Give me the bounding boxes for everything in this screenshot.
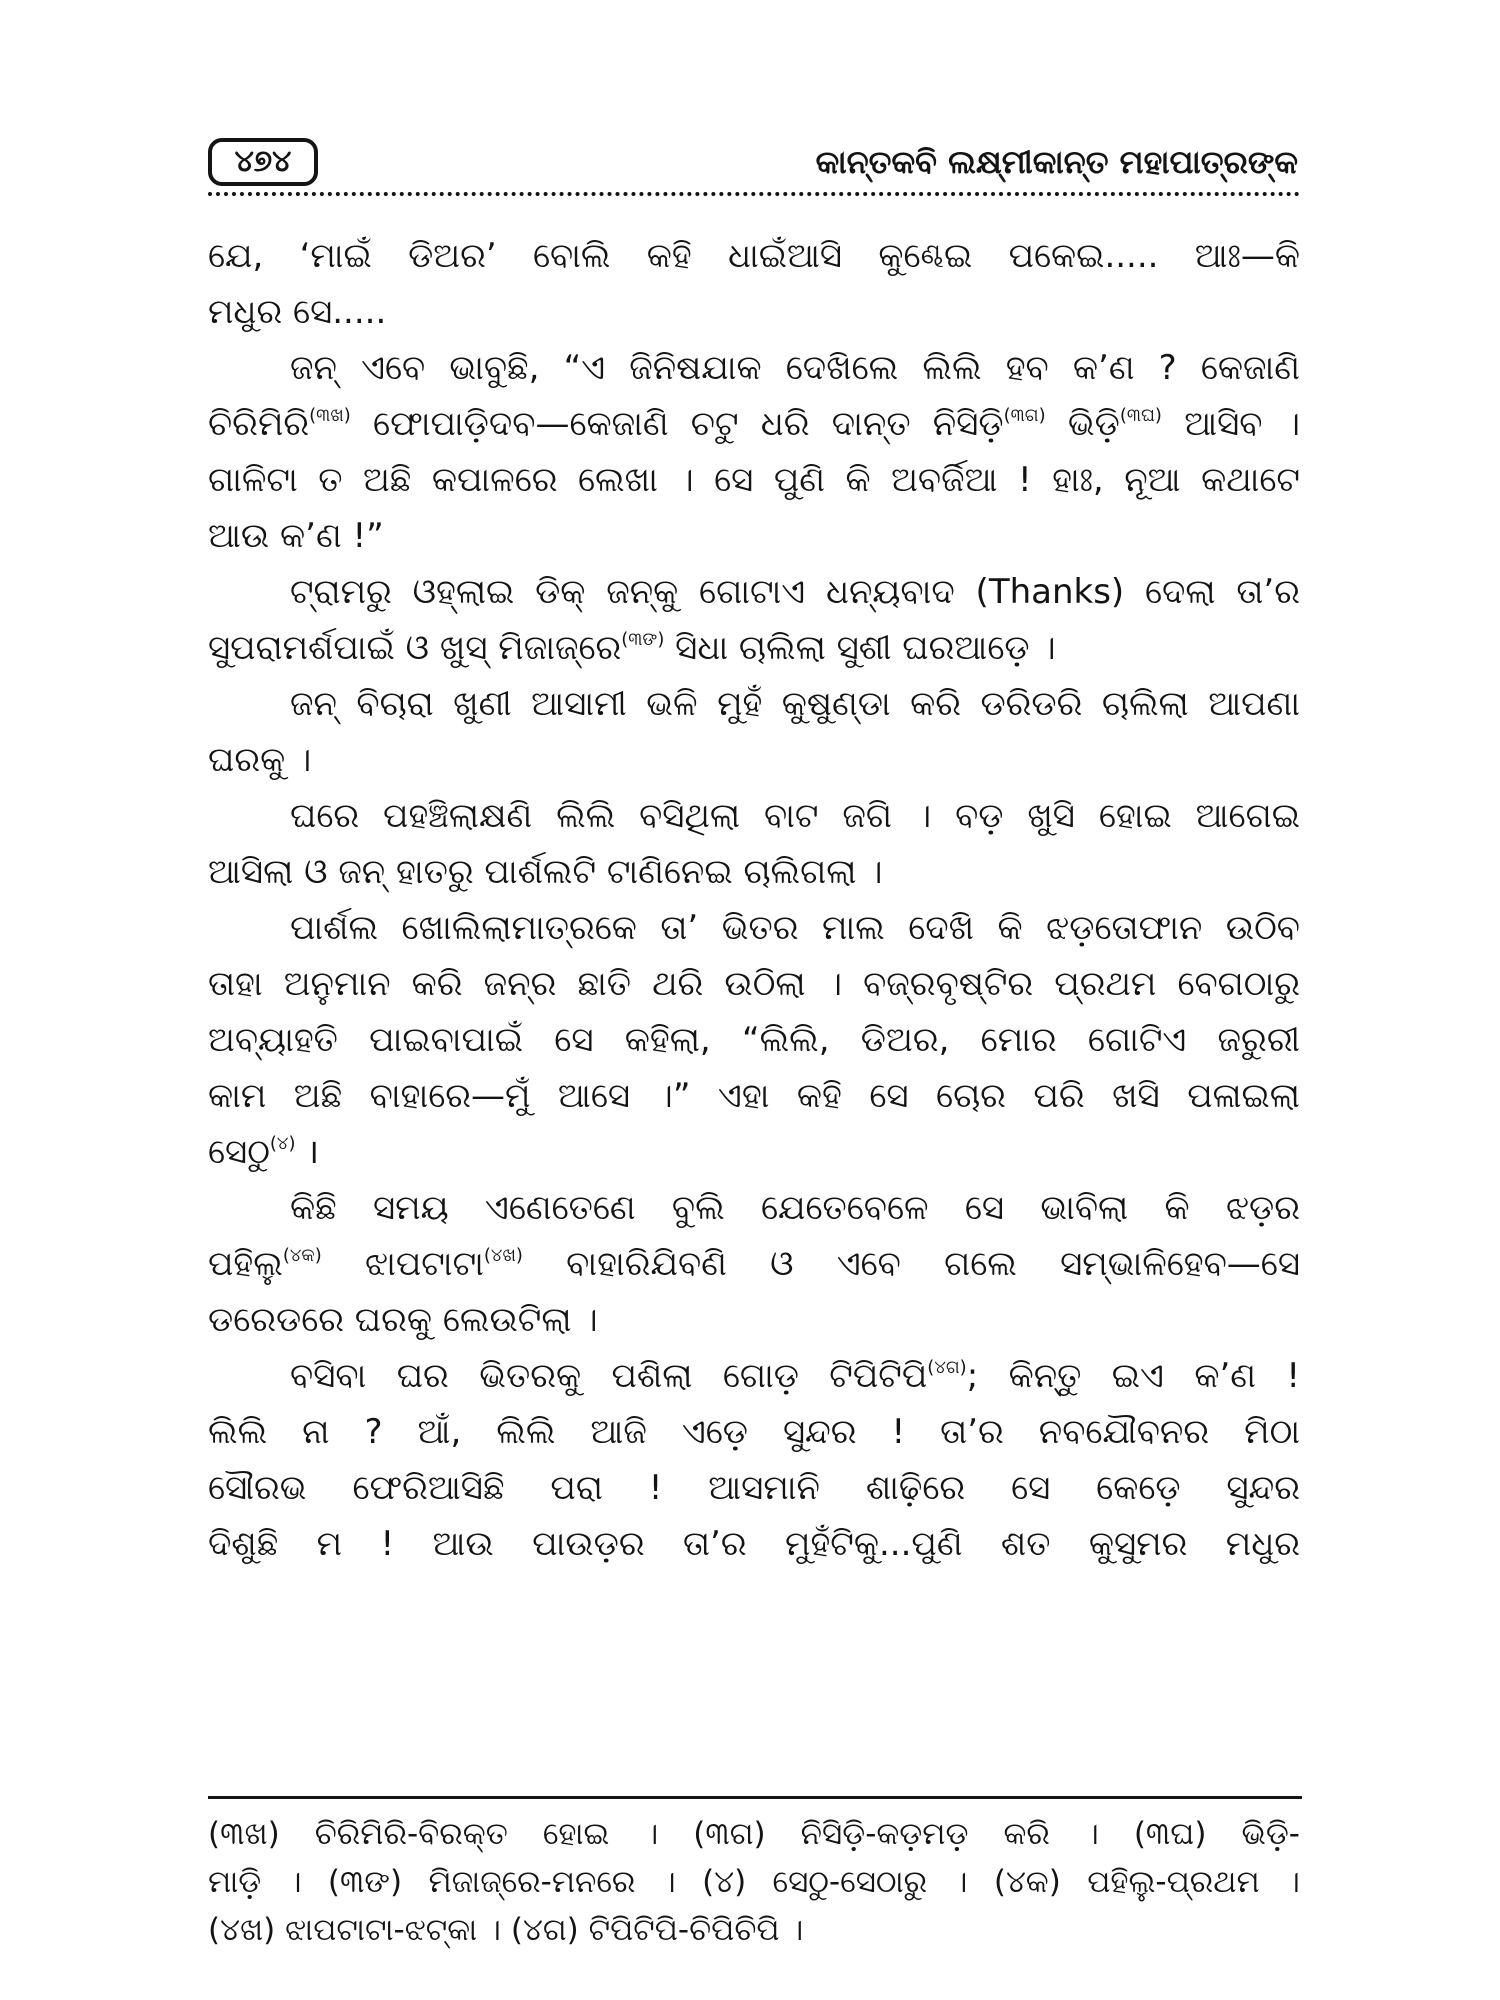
text-line: କାମ ଅଛି ବାହାରେ—ମୁଁ ଆସେ ।” ଏହା କହି ସେ ଚୋର ପରି ଖସି ପଳାଇଲା — [208, 1076, 1300, 1116]
page-header — [208, 138, 1298, 190]
body-text — [208, 228, 1300, 1572]
footnotes — [208, 1810, 1300, 1954]
text-run: ; କିନ୍ତୁ ଇଏ କ’ଣ ! — [966, 1356, 1300, 1396]
text-line: ପାର୍ଶଲ ଖୋଲିଲାମାତ୍ରକେ ତା’ ଭିତର ମାଲ ଦେଖି କି ଝଡ଼ତୋଫାନ ଉଠିବ — [290, 908, 1300, 948]
header-dotted-rule — [208, 192, 1300, 196]
footnote-line: ମାଡ଼ି । (୩ଙ) ମିଜାଜ୍‌ରେ-ମନରେ । (୪) ସେଠୁ-ସେଠାରୁ । (୪କ) ପହିଲୁ-ପ୍ରଥମ । — [208, 1864, 1300, 1900]
text-run: ଆସିବ । — [1161, 404, 1300, 444]
text-line: ଘରକୁ । — [208, 740, 312, 780]
text-run: ଝାପଟାଟା — [321, 1244, 484, 1284]
text-line: ଆଉ କ’ଣ !” — [208, 516, 384, 556]
text-run: ସୁପରାମର୍ଶପାଇଁ ଓ ଖୁସ୍ ମିଜାଜ୍‌ରେ — [208, 628, 622, 668]
running-title: କାନ୍ତକବି ଲକ୍ଷ୍ମୀକାନ୍ତ ମହାପାତ୍ରଙ୍କ — [815, 143, 1298, 181]
text-line: ଜନ୍ ବିଚାରା ଖୁଣୀ ଆସାମୀ ଭଳି ମୁହଁ କୁଷୁଣ୍ଡା କରି ଡରିଡରି ଚାଲିଲା ଆପଣା — [290, 684, 1300, 724]
text-line: ଲିଲି ନା ? ଆଁ, ଲିଲି ଆଜି ଏଡ଼େ ସୁନ୍ଦର ! ତା’ର ନବଯୌବନର ମିଠା — [208, 1412, 1300, 1452]
text-line: ଆସିଲା ଓ ଜନ୍ ହାତରୁ ପାର୍ଶଲଟି ଟାଣିନେଇ ଚାଲିଗଲା । — [208, 852, 883, 892]
text-run: ଫୋପାଡ଼ିଦବ—କେଜାଣି ଚଟୁ ଧରି ଦାନ୍ତ ନିସିଡ଼ି — [350, 404, 1004, 444]
text-line — [208, 1236, 1300, 1292]
text-run: ପହିଲୁ — [208, 1244, 283, 1284]
footnote-ref: (୪ଗ) — [927, 1357, 967, 1378]
footnote-ref: (୪କ) — [282, 1245, 322, 1266]
text-line: ଜନ୍ ଏବେ ଭାବୁଛି, “ଏ ଜିନିଷଯାକ ଦେଖିଲେ ଲିଲି ହବ କ’ଣ ? କେଜାଣି — [290, 348, 1300, 388]
text-line: କିଛି ସମୟ ଏଣେତେଣେ ବୁଲି ଯେତେବେଳେ ସେ ଭାବିଲା କି ଝଡ଼ର — [290, 1188, 1300, 1228]
text-run: ବାହାରିଯିବଣି ଓ ଏବେ ଗଲେ ସମ୍ଭାଳିହେବ—ସେ — [522, 1244, 1300, 1284]
text-line: ଘରେ ପହଞ୍ଚିଲାକ୍ଷଣି ଲିଲି ବସିଥିଲା ବାଟ ଜଗି । ବଡ଼ ଖୁସି ହୋଇ ଆଗେଇ — [290, 796, 1300, 836]
text-line: ଡରେଡରେ ଘରକୁ ଲେଉଟିଲା । — [208, 1300, 598, 1340]
footnote-line: (୪ଖ) ଝାପଟାଟା-ଝଟ୍‌କା । (୪ଗ) ଟିପିଟିପି-ଚିପିଚିପି । — [208, 1912, 804, 1948]
text-line: ଯେ, ‘ମାଇଁ ଡିଅର’ ବୋଲି କହି ଧାଇଁଆସି କୁଣ୍ଢେଇ ପକେଇ..... ଆଃ—କି — [208, 236, 1300, 276]
text-run: ସିଧା ଚାଲିଲା ସୁଶୀ ଘରଆଡ଼େ । — [664, 628, 1056, 668]
text-run: ସେଠୁ — [208, 1132, 270, 1172]
text-line: ତାହା ଅନୁମାନ କରି ଜନ୍‌ର ଛାତି ଥରି ଉଠିଲା । ବଜ୍ରବୃଷ୍ଟିର ପ୍ରଥମ ବେଗଠାରୁ — [208, 964, 1300, 1004]
text-line: ମଧୁର ସେ..... — [208, 292, 387, 332]
text-line — [208, 1348, 1300, 1404]
footnote-rule — [208, 1796, 1302, 1799]
text-line: ଅବ୍ୟାହତି ପାଇବାପାଇଁ ସେ କହିଲା, “ଲିଲି, ଡିଅର, ମୋର ଗୋଟିଏ ଜରୁରୀ — [208, 1020, 1300, 1060]
footnote-ref: (୩ଗ) — [1003, 405, 1046, 426]
text-line: ଟ୍ରାମରୁ ଓହ୍ଲାଇ ଡିକ୍ ଜନ୍‌କୁ ଗୋଟାଏ ଧନ୍ୟବାଦ (Thanks) ଦେଲା ତା’ର — [290, 572, 1300, 612]
footnote-ref: (୪) — [269, 1133, 296, 1154]
text-line — [208, 620, 1300, 676]
footnote-ref: (୩ଖ) — [309, 405, 351, 426]
text-run: ବସିବା ଘର ଭିତରକୁ ପଶିଲା ଗୋଡ଼ ଟିପିଟିପି — [290, 1356, 928, 1396]
text-run: । — [295, 1132, 320, 1172]
text-run: ଭିଡ଼ି — [1045, 404, 1120, 444]
text-line — [208, 396, 1300, 452]
text-line — [208, 1124, 1300, 1180]
text-line: ସୌରଭ ଫେରିଆସିଛି ପରା ! ଆସମାନି ଶାଢ଼ିରେ ସେ କେଡ଼େ ସୁନ୍ଦର — [208, 1468, 1300, 1508]
text-line: ଗାଳିଟା ତ ଅଛି କପାଳରେ ଲେଖା । ସେ ପୁଣି କି ଅବର୍ଜିଆ ! ହାଃ, ନୂଆ କଥାଟେ — [208, 460, 1300, 500]
text-run: ଚିରିମିରି — [208, 404, 310, 444]
footnote-line: (୩ଖ) ଚିରିମିରି-ବିରକ୍ତ ହୋଇ । (୩ଗ) ନିସିଡ଼ି-କଡ଼ମଡ଼ କରି । (୩ଘ) ଭିଡ଼ି- — [208, 1816, 1300, 1852]
footnote-ref: (୩ଘ) — [1119, 405, 1162, 426]
footnote-ref: (୪ଖ) — [483, 1245, 523, 1266]
footnote-ref: (୩ଙ) — [621, 629, 665, 650]
text-line: ଦିଶୁଛି ମ ! ଆଉ ପାଉଡ଼ର ତା’ର ମୁହଁଟିକୁ...ପୁଣି ଶତ କୁସୁମର ମଧୁର — [208, 1524, 1300, 1564]
page-number: ୪୭୪ — [208, 138, 318, 186]
